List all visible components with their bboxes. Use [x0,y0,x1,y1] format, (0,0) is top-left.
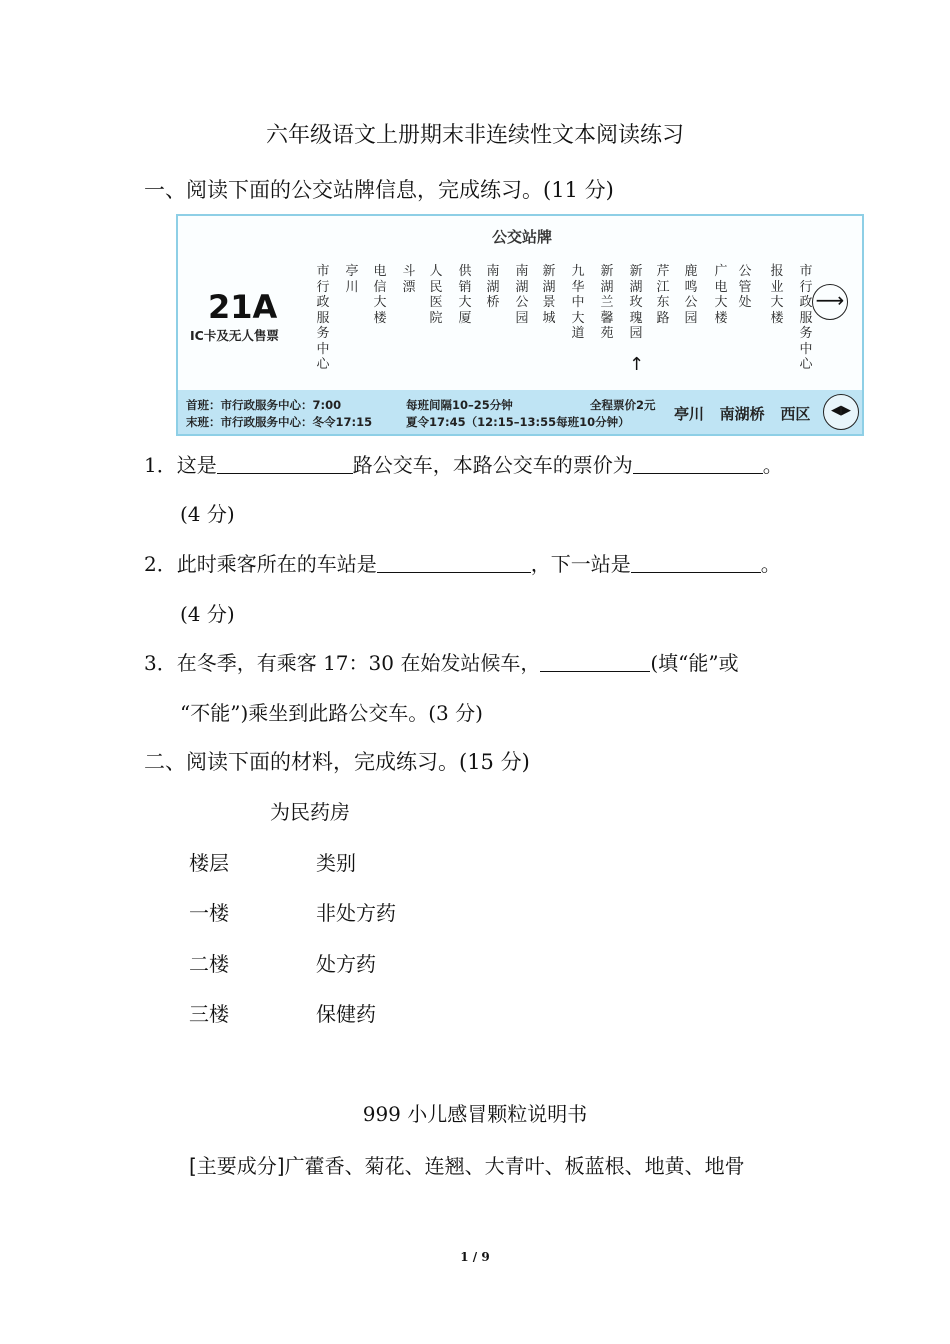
medicine-title: 999 小儿感冒颗粒说明书 [362,1102,588,1126]
question-1-score: (4 分) [180,502,235,526]
page-number: 1 / 9 [460,1250,490,1264]
table-row-floor: 三楼 [189,1002,229,1026]
answer-blank[interactable] [217,453,353,474]
ingredients-label: [主要成分] [189,1154,285,1178]
station-name: 亭川 [345,264,359,295]
station-name: 鹿鸣公园 [684,264,698,326]
page-title: 六年级语文上册期末非连续性文本阅读练习 [265,123,684,148]
schedule-band [178,390,862,434]
ingredients-line [189,1150,745,1179]
answer-blank[interactable] [631,552,761,573]
route-note: IC卡及无人售票 [190,328,279,343]
station-list [302,264,822,394]
station-name: 芹江东路 [656,264,670,326]
station-name: 九华中大道 [571,264,585,341]
table-row-type: 处方药 [316,952,376,976]
station-name: 新湖兰馨苑 [600,264,614,341]
answer-blank[interactable] [540,651,650,672]
last-bus: 末班：市行政服务中心：冬令17:15 [186,415,373,429]
pharmacy-title: 为民药房 [270,800,350,824]
route-number: 21A [208,288,278,326]
station-name: 供销大厦 [458,264,472,326]
station-name: 南湖桥 [486,264,500,310]
table-row-type: 保健药 [316,1002,376,1026]
station-name: 南湖公园 [515,264,529,326]
bus-stop-sign [176,214,864,436]
station-name: 人民医院 [429,264,443,326]
question-2: 2．此时乘客所在的车站是 ，下一站是 。 [144,552,781,576]
station-name: 新湖玫瑰园 [629,264,643,341]
first-bus: 首班：市行政服务中心：7:00 [186,398,342,412]
answer-blank[interactable] [377,552,531,573]
question-3-cont: “不能”)乘坐到此路公交车。(3 分) [180,701,483,725]
table-row-floor: 二楼 [189,952,229,976]
table-row-floor: 一楼 [189,901,229,925]
answer-blank[interactable] [633,453,763,474]
question-3: 3．在冬季，有乘客 17：30 在始发站候车， (填“能”或 [144,651,739,675]
station-name: 广电大楼 [714,264,728,326]
direction-arrow-icon: ⟶ [812,284,848,320]
question-1: 1．这是 路公交车，本路公交车的票价为 。 [144,453,783,477]
station-name: 市行政服务中心 [316,264,330,372]
station-name: 公管处 [738,264,752,310]
station-name: 斗漂 [402,264,416,295]
col-floor-header: 楼层 [189,851,229,875]
area-names: 亭川 南湖桥 西区 [674,405,811,423]
current-stop-arrow-icon: ↑ [629,354,645,375]
left-right-arrows-icon: ◀▶ [823,394,859,430]
station-name: 报业大楼 [770,264,784,326]
sign-title: 公交站牌 [491,228,552,246]
station-name: 电信大楼 [373,264,387,326]
fare: 全程票价2元 [590,398,656,412]
table-row-type: 非处方药 [316,901,396,925]
station-name: 市行政服务中心 [799,264,813,372]
interval: 每班间隔10–25分钟 [406,398,513,412]
section1-heading: 一、阅读下面的公交站牌信息，完成练习。(11 分) [144,178,614,202]
ingredients-text: 广藿香、菊花、连翘、大青叶、板蓝根、地黄、地骨 [284,1154,745,1178]
question-2-score: (4 分) [180,602,235,626]
section2-heading: 二、阅读下面的材料，完成练习。(15 分) [144,750,530,774]
station-name: 新湖景城 [542,264,556,326]
summer-schedule: 夏令17:45（12:15–13:55每班10分钟） [406,415,630,429]
col-type-header: 类别 [316,851,356,875]
